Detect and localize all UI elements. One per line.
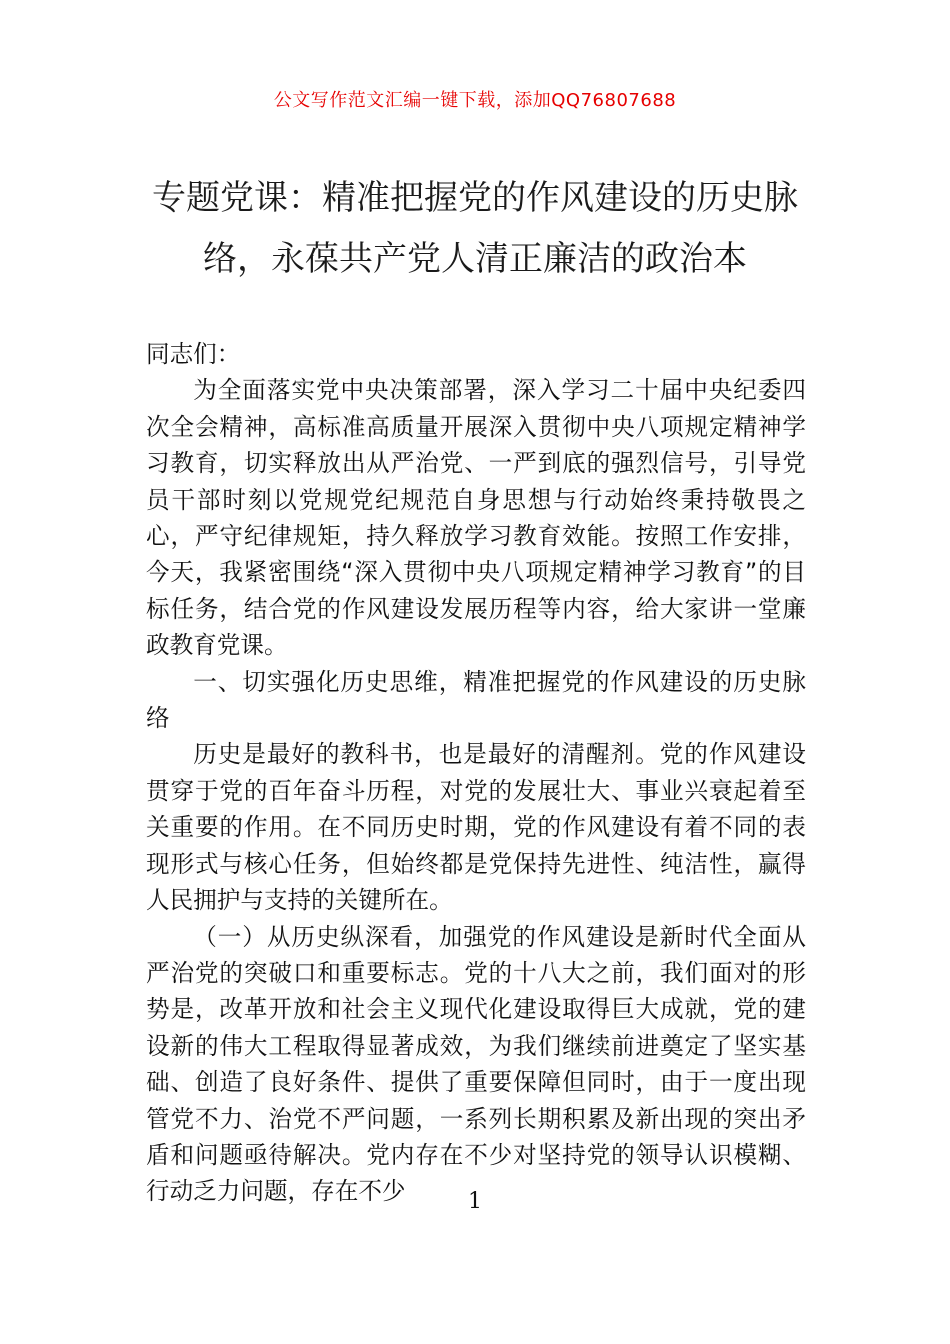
paragraph-intro: 为全面落实党中央决策部署，深入学习二十届中央纪委四次全会精神，高标准高质量开展深入贯彻中央八项规定精神学习教育，切实释放出从严治党、一严到底的强烈信号，引导党员干部时刻以党规党纪规范自身思想与行动始终秉持敬畏之心，严守纪律规矩，持久释放学习教育效能。按照工作安排，今天，我紧密围绕“深入贯彻中央八项规定精神学习教育”的目标任务，结合党的作风建设发展历程等内容，给大家讲一堂廉政教育党课。: [146, 376, 806, 660]
document-title: 专题党课：精准把握党的作风建设的历史脉络，永葆共产党人清正廉洁的政治本: [152, 178, 798, 279]
paragraph-history: 历史是最好的教科书，也是最好的清醒剂。党的作风建设贯穿于党的百年奋斗历程，对党的发展壮大、事业兴衰起着至关重要的作用。在不同历史时期，党的作风建设有着不同的表现形式与核心任务，但始终都是党保持先进性、纯洁性，赢得人民拥护与支持的关键所在。: [146, 740, 806, 915]
page-number: 1: [468, 1189, 482, 1214]
section-heading: 一、切实强化历史思维，精准把握党的作风建设的历史脉络: [146, 667, 806, 733]
salutation: 同志们：: [146, 340, 241, 368]
download-promo-note: 公文写作范文汇编一键下载，添加QQ76807688: [273, 90, 677, 111]
document-body: [146, 336, 806, 1210]
paragraph-subsection-1: （一）从历史纵深看，加强党的作风建设是新时代全面从严治党的突破口和重要标志。党的十八大之前，我们面对的形势是，改革开放和社会主义现代化建设取得巨大成就，党的建设新的伟大工程取得显著成效，为我们继续前进奠定了坚实基础、创造了良好条件、提供了重要保障但同时，由于一度出现管党不力、治党不严问题，一系列长期积累及新出现的突出矛盾和问题亟待解决。党内存在不少对坚持党的领导认识模糊、行动乏力问题，存在不少: [146, 922, 806, 1206]
